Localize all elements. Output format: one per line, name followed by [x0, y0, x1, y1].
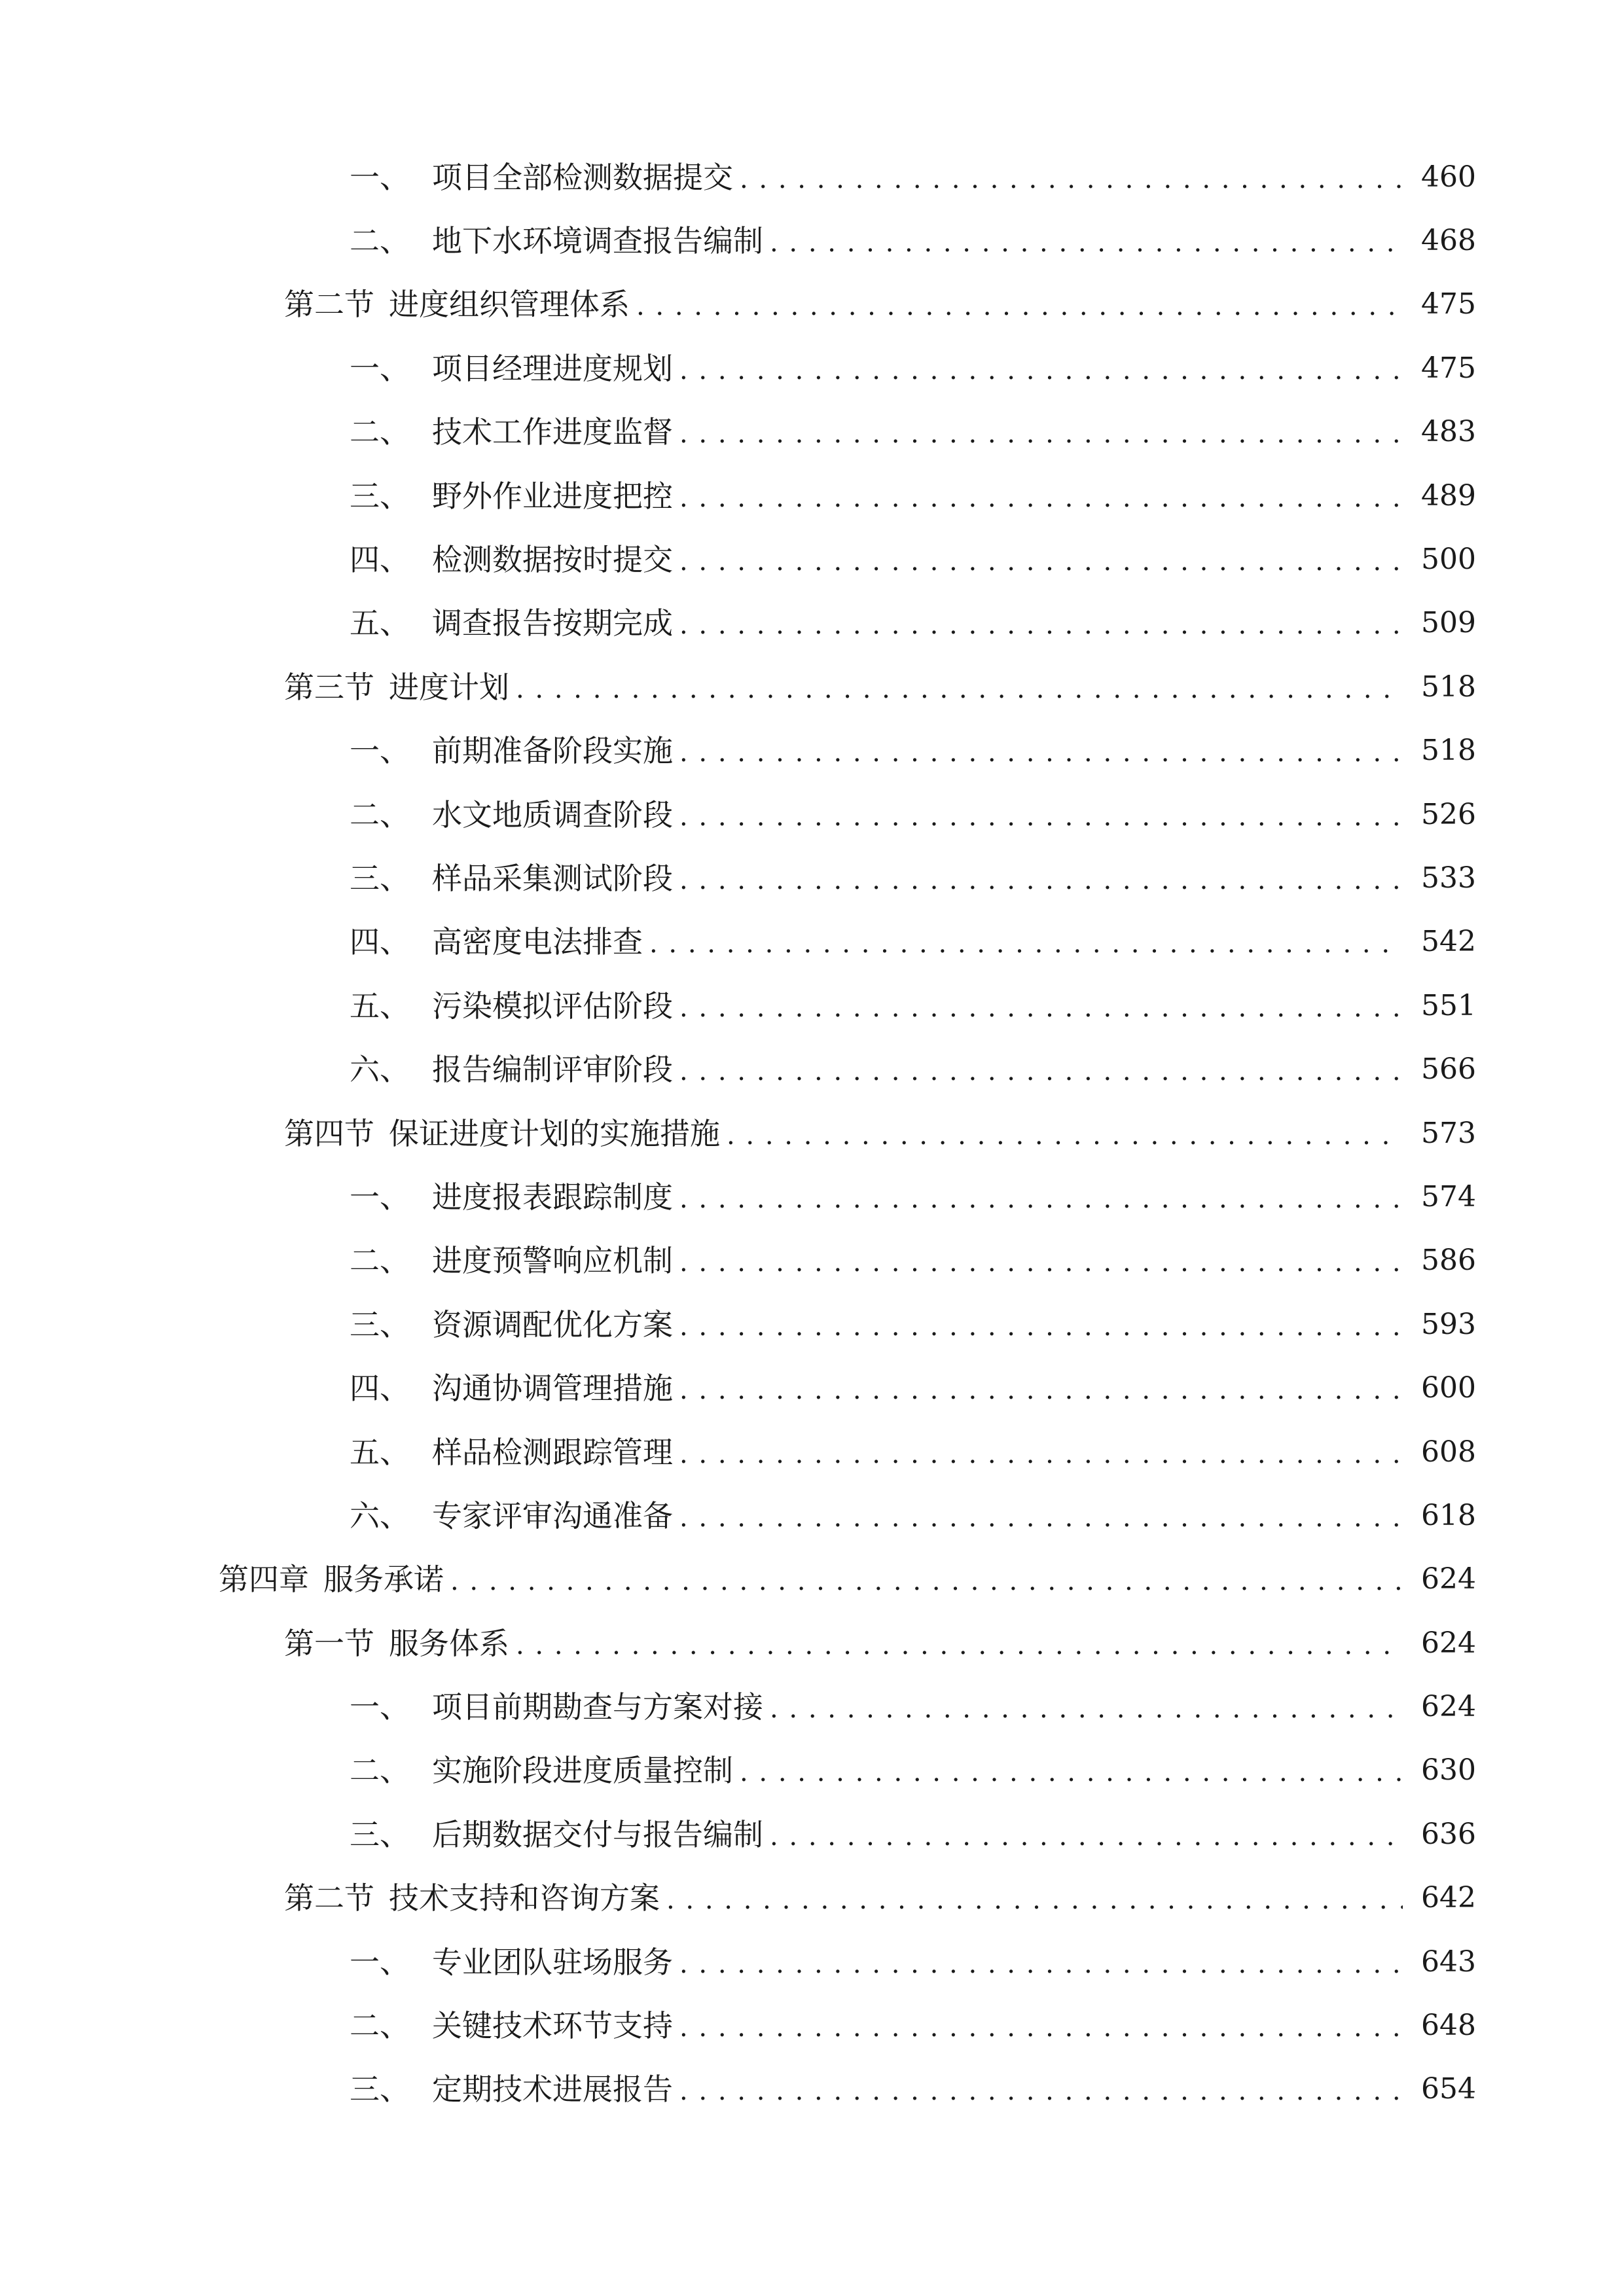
toc-entry-number: 一、: [350, 1179, 410, 1215]
toc-entry-item[interactable]: [0, 464, 1624, 528]
toc-entry-page-number: 573: [1421, 1116, 1476, 1150]
dot-leader: [679, 2074, 1403, 2104]
toc-entry-page-number: 489: [1421, 478, 1476, 512]
toc-entry-item[interactable]: [0, 846, 1624, 910]
dot-leader: [679, 1373, 1403, 1403]
dot-leader: [679, 2011, 1403, 2041]
toc-entry-page-number: 624: [1421, 1626, 1476, 1660]
toc-entry-chapter[interactable]: [0, 1548, 1624, 1611]
toc-entry-number: 第四节: [284, 1115, 374, 1151]
toc-entry-number: 三、: [350, 2072, 410, 2108]
toc-entry-section[interactable]: [0, 1867, 1624, 1930]
dot-leader: [516, 1628, 1403, 1659]
toc-entry-item[interactable]: [0, 145, 1624, 209]
dot-leader: [740, 1755, 1403, 1785]
toc-entry-number: 二、: [350, 223, 410, 259]
toc-entry-item[interactable]: [0, 910, 1624, 974]
toc-entry-title: 定期技术进展报告: [432, 2072, 673, 2108]
toc-entry-page-number: 526: [1421, 797, 1476, 831]
toc-entry-item[interactable]: [0, 1165, 1624, 1229]
toc-entry-item[interactable]: [0, 1994, 1624, 2057]
toc-entry-number: 五、: [350, 605, 410, 641]
toc-entry-item[interactable]: [0, 401, 1624, 464]
toc-entry-number: 一、: [350, 733, 410, 769]
toc-entry-title: 水文地质调查阶段: [432, 797, 673, 833]
toc-entry-page-number: 460: [1421, 160, 1476, 194]
toc-entry-item[interactable]: [0, 209, 1624, 272]
toc-entry-page-number: 518: [1421, 670, 1476, 704]
toc-entry-title: 服务承诺: [323, 1562, 444, 1598]
toc-entry-page-number: 475: [1421, 351, 1476, 385]
toc-entry-item[interactable]: [0, 1420, 1624, 1484]
dot-leader: [679, 1310, 1403, 1340]
toc-entry-title: 资源调配优化方案: [432, 1306, 673, 1342]
toc-entry-number: 五、: [350, 1434, 410, 1470]
toc-entry-title: 服务体系: [389, 1625, 509, 1661]
toc-entry-number: 第四章: [219, 1562, 309, 1598]
toc-entry-number: 三、: [350, 1306, 410, 1342]
toc-entry-item[interactable]: [0, 1739, 1624, 1803]
toc-entry-number: 四、: [350, 542, 410, 578]
dot-leader: [679, 353, 1403, 384]
toc-entry-number: 第二节: [284, 1880, 374, 1916]
toc-entry-number: 六、: [350, 1052, 410, 1088]
toc-entry-section[interactable]: [0, 655, 1624, 719]
toc-entry-section[interactable]: [0, 273, 1624, 336]
dot-leader: [679, 1054, 1403, 1085]
toc-entry-item[interactable]: [0, 719, 1624, 783]
toc-entry-item[interactable]: [0, 1356, 1624, 1420]
toc-entry-item[interactable]: [0, 1484, 1624, 1547]
dot-leader: [727, 1119, 1403, 1149]
toc-entry-title: 保证进度计划的实施措施: [389, 1115, 720, 1151]
toc-entry-item[interactable]: [0, 1930, 1624, 1994]
toc-entry-section[interactable]: [0, 1102, 1624, 1165]
toc-entry-page-number: 593: [1421, 1307, 1476, 1341]
toc-entry-title: 污染模拟评估阶段: [432, 988, 673, 1024]
toc-entry-number: 二、: [350, 1243, 410, 1279]
toc-entry-page-number: 618: [1421, 1498, 1476, 1532]
toc-entry-page-number: 630: [1421, 1753, 1476, 1787]
dot-leader: [636, 289, 1403, 319]
toc-entry-page-number: 500: [1421, 543, 1476, 577]
toc-entry-title: 技术工作进度监督: [432, 414, 673, 450]
toc-entry-page-number: 509: [1421, 606, 1476, 640]
toc-entry-page-number: 574: [1421, 1179, 1476, 1213]
toc-entry-title: 项目前期勘查与方案对接: [432, 1689, 763, 1725]
toc-entry-number: 一、: [350, 1689, 410, 1725]
toc-entry-number: 三、: [350, 860, 410, 896]
toc-entry-page-number: 600: [1421, 1371, 1476, 1405]
toc-entry-item[interactable]: [0, 1803, 1624, 1866]
toc-entry-item[interactable]: [0, 1293, 1624, 1356]
toc-entry-page-number: 648: [1421, 2009, 1476, 2043]
toc-entry-title: 进度计划: [389, 669, 509, 705]
dot-leader: [679, 1501, 1403, 1531]
toc-entry-number: 三、: [350, 478, 410, 514]
toc-entry-number: 四、: [350, 924, 410, 960]
toc-entry-page-number: 624: [1421, 1690, 1476, 1724]
dot-leader: [666, 1883, 1403, 1913]
toc-entry-title: 进度组织管理体系: [389, 287, 630, 323]
toc-entry-item[interactable]: [0, 1229, 1624, 1293]
toc-entry-number: 六、: [350, 1498, 410, 1534]
dot-leader: [679, 545, 1403, 575]
toc-entry-item[interactable]: [0, 783, 1624, 846]
dot-leader: [679, 1437, 1403, 1467]
toc-entry-number: 一、: [350, 350, 410, 386]
toc-entry-item[interactable]: [0, 336, 1624, 400]
dot-leader: [679, 1182, 1403, 1212]
toc-entry-number: 第一节: [284, 1625, 374, 1661]
toc-entry-page-number: 654: [1421, 2072, 1476, 2106]
toc-entry-page-number: 608: [1421, 1435, 1476, 1469]
toc-entry-title: 前期准备阶段实施: [432, 733, 673, 769]
toc-entry-number: 二、: [350, 2008, 410, 2044]
toc-entry-number: 一、: [350, 1944, 410, 1980]
dot-leader: [770, 1692, 1403, 1722]
toc-entry-section[interactable]: [0, 1611, 1624, 1675]
toc-entry-page-number: 518: [1421, 734, 1476, 768]
dot-leader: [679, 481, 1403, 511]
dot-leader: [450, 1564, 1403, 1594]
toc-entry-page-number: 636: [1421, 1817, 1476, 1851]
toc-entry-title: 专家评审沟通准备: [432, 1498, 673, 1534]
toc-entry-number: 二、: [350, 797, 410, 833]
toc-entry-title: 技术支持和咨询方案: [389, 1880, 660, 1916]
toc-entry-number: 一、: [350, 159, 410, 195]
toc-entry-title: 样品采集测试阶段: [432, 860, 673, 896]
toc-entry-page-number: 468: [1421, 224, 1476, 258]
toc-entry-title: 进度预警响应机制: [432, 1243, 673, 1279]
toc-entry-title: 项目经理进度规划: [432, 350, 673, 386]
dot-leader: [679, 736, 1403, 766]
toc-entry-page-number: 533: [1421, 861, 1476, 895]
toc-entry-number: 五、: [350, 988, 410, 1024]
dot-leader: [679, 991, 1403, 1021]
toc-entry-page-number: 586: [1421, 1244, 1476, 1278]
toc-entry-title: 进度报表跟踪制度: [432, 1179, 673, 1215]
dot-leader: [679, 608, 1403, 638]
toc-entry-page-number: 542: [1421, 925, 1476, 959]
toc-entry-number: 第二节: [284, 287, 374, 323]
toc-entry-item[interactable]: [0, 2058, 1624, 2121]
toc-entry-title: 沟通协调管理措施: [432, 1371, 673, 1407]
toc-entry-title: 调查报告按期完成: [432, 605, 673, 641]
toc-entry-page-number: 624: [1421, 1562, 1476, 1596]
toc-entry-title: 关键技术环节支持: [432, 2008, 673, 2044]
dot-leader: [770, 226, 1403, 256]
toc-entry-page-number: 475: [1421, 287, 1476, 321]
toc-entry-item[interactable]: [0, 1037, 1624, 1101]
toc-entry-title: 项目全部检测数据提交: [432, 159, 733, 195]
table-of-contents: [0, 145, 1624, 2121]
toc-entry-title: 专业团队驻场服务: [432, 1944, 673, 1980]
dot-leader: [770, 1820, 1403, 1850]
toc-entry-title: 地下水环境调查报告编制: [432, 223, 763, 259]
toc-entry-page-number: 566: [1421, 1052, 1476, 1086]
dot-leader: [679, 1947, 1403, 1977]
toc-entry-item[interactable]: [0, 1675, 1624, 1738]
dot-leader: [679, 863, 1403, 893]
dot-leader: [649, 927, 1403, 957]
toc-entry-item[interactable]: [0, 592, 1624, 655]
toc-entry-page-number: 483: [1421, 415, 1476, 449]
dot-leader: [740, 162, 1403, 192]
toc-entry-title: 检测数据按时提交: [432, 542, 673, 578]
toc-entry-number: 第三节: [284, 669, 374, 705]
toc-entry-number: 三、: [350, 1816, 410, 1852]
toc-entry-number: 四、: [350, 1371, 410, 1407]
toc-entry-title: 实施阶段进度质量控制: [432, 1753, 733, 1789]
toc-entry-title: 高密度电法排查: [432, 924, 643, 960]
toc-entry-title: 野外作业进度把控: [432, 478, 673, 514]
toc-entry-number: 二、: [350, 1753, 410, 1789]
dot-leader: [679, 1246, 1403, 1276]
dot-leader: [516, 672, 1403, 702]
toc-entry-page-number: 551: [1421, 988, 1476, 1022]
toc-entry-title: 报告编制评审阶段: [432, 1052, 673, 1088]
toc-entry-number: 二、: [350, 414, 410, 450]
toc-entry-item[interactable]: [0, 528, 1624, 591]
toc-entry-item[interactable]: [0, 974, 1624, 1037]
toc-entry-title: 后期数据交付与报告编制: [432, 1816, 763, 1852]
dot-leader: [679, 800, 1403, 830]
dot-leader: [679, 417, 1403, 447]
toc-entry-title: 样品检测跟踪管理: [432, 1434, 673, 1470]
toc-entry-page-number: 642: [1421, 1881, 1476, 1915]
toc-entry-page-number: 643: [1421, 1945, 1476, 1979]
